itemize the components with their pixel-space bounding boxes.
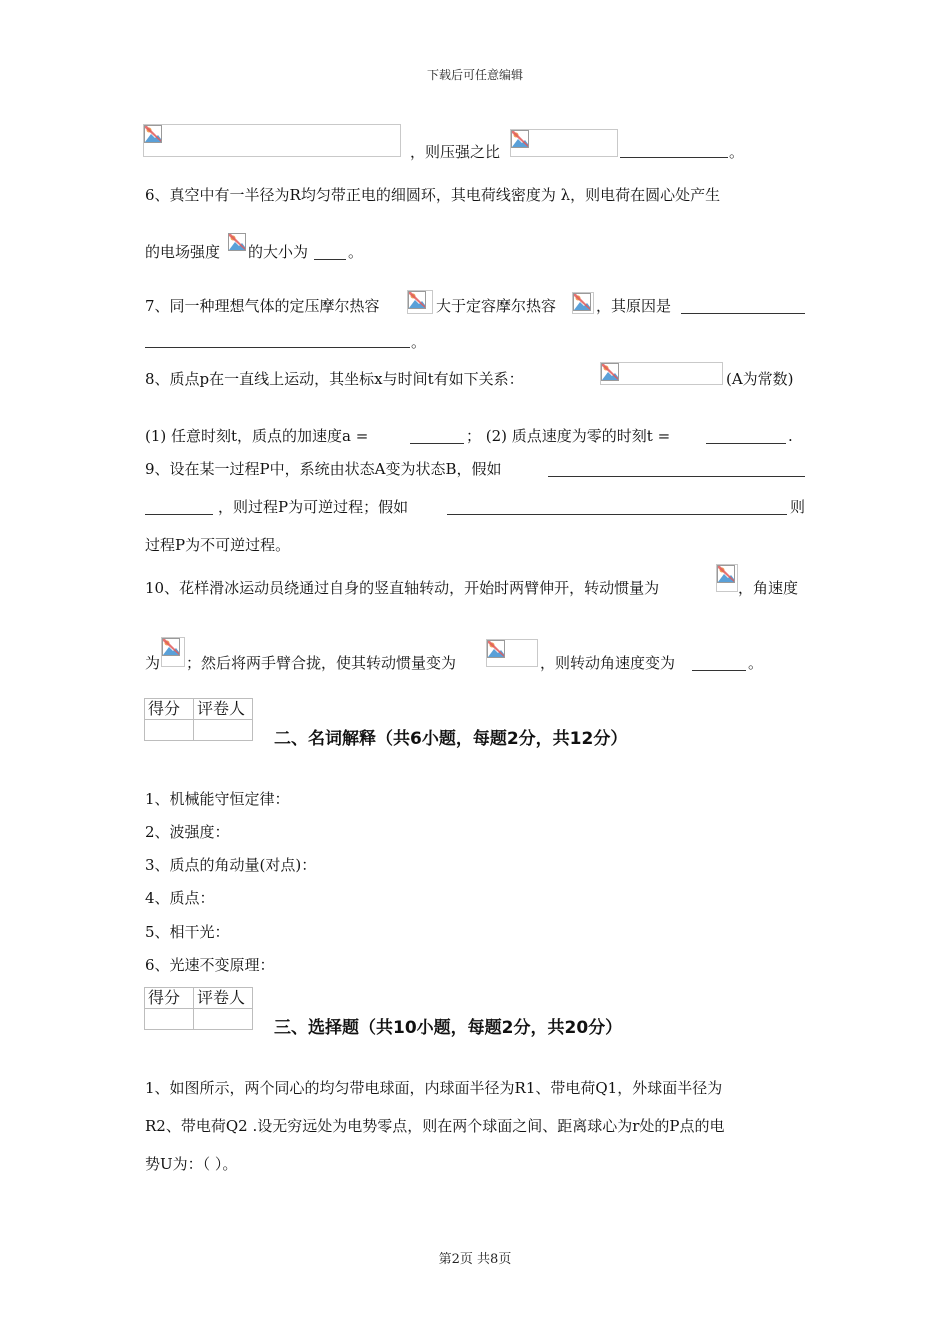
broken-image-icon (573, 293, 591, 311)
broken-image-icon (228, 233, 246, 251)
page-footer: 第2页 共8页 (438, 1252, 512, 1267)
q10-d: ；然后将两手臂合拢，使其转动惯量变为 (186, 654, 457, 672)
broken-image-icon (144, 125, 162, 143)
answer-blank (145, 514, 213, 515)
grader-cell (194, 720, 253, 741)
answer-blank (548, 476, 805, 477)
formula-image (600, 362, 723, 385)
q9-d: 过程P为不可逆过程。 (145, 536, 291, 554)
q8-sub1: (1) 任意时刻t，质点的加速度a = (145, 427, 369, 445)
broken-image-icon (408, 291, 426, 309)
score-box (144, 987, 253, 1030)
answer-blank (620, 157, 728, 158)
grader-cell (194, 1009, 253, 1030)
list-item: 4、质点： (145, 889, 215, 907)
q10-e: ，则转动角速度变为 (540, 654, 676, 672)
q7-c: ，其原因是 (596, 297, 672, 315)
q8-b: (A为常数) (726, 370, 794, 388)
score-label: 得分 (145, 988, 194, 1009)
q5-text-ratio: ，则压强之比 (410, 143, 501, 161)
q6-line2a: 的电场强度 (145, 243, 221, 261)
grader-label: 评卷人 (194, 988, 253, 1009)
q8-end: . (788, 427, 793, 445)
list-item: 1、机械能守恒定律： (145, 790, 290, 808)
list-item: 5、相干光： (145, 923, 230, 941)
broken-image-icon (601, 363, 619, 381)
q6-line1: 6、真空中有一半径为R均匀带正电的细圆环，其电荷线密度为 λ，则电荷在圆心处产生 (145, 186, 721, 204)
answer-blank (145, 347, 410, 348)
answer-blank (692, 670, 746, 671)
q6-line2c: 。 (348, 243, 364, 261)
answer-blank (410, 443, 464, 444)
q10-f: 。 (748, 654, 764, 672)
answer-blank (447, 514, 787, 515)
question-line: 势U为：（ ）。 (145, 1155, 238, 1173)
formula-image (510, 129, 618, 157)
q9-a: 9、设在某一过程P中，系统由状态A变为状态B，假如 (145, 460, 502, 478)
q6-line2b: 的大小为 (248, 243, 309, 261)
list-item: 3、质点的角动量(对点)： (145, 856, 317, 874)
page-header: 下载后可任意编辑 (426, 68, 523, 82)
question-line: 1、如图所示，两个同心的均匀带电球面，内球面半径为R1、带电荷Q1，外球面半径为 (145, 1079, 723, 1097)
q5-end: 。 (729, 143, 745, 161)
formula-image (143, 124, 401, 157)
score-label: 得分 (145, 699, 194, 720)
score-cell (145, 1009, 194, 1030)
broken-image-icon (717, 565, 735, 583)
q8-a: 8、质点p在一直线上运动，其坐标x与时间t有如下关系： (145, 370, 524, 388)
formula-image (716, 564, 738, 592)
broken-image-icon (511, 130, 529, 148)
formula-image (486, 639, 538, 667)
score-cell (145, 720, 194, 741)
q9-b: ，则过程P为可逆过程；假如 (218, 498, 409, 516)
broken-image-icon (162, 638, 180, 656)
section-title: 三、选择题（共10小题，每题2分，共20分） (274, 1018, 623, 1038)
list-item: 6、光速不变原理： (145, 956, 275, 974)
broken-image-icon (487, 640, 505, 658)
q10-a: 10、花样滑冰运动员绕通过自身的竖直轴转动，开始时两臂伸开，转动惯量为 (145, 579, 660, 597)
q7-end: 。 (411, 333, 427, 351)
formula-image (228, 233, 248, 259)
answer-blank (314, 259, 346, 260)
q7-a: 7、同一种理想气体的定压摩尔热容 (145, 297, 380, 315)
list-item: 2、波强度： (145, 823, 230, 841)
q8-sep: ； (2) 质点速度为零的时刻t = (466, 427, 671, 445)
answer-blank (681, 313, 805, 314)
grader-label: 评卷人 (194, 699, 253, 720)
q10-b: ，角速度 (738, 579, 799, 597)
formula-image (572, 292, 594, 314)
section-title: 二、名词解释（共6小题，每题2分，共12分） (274, 729, 628, 749)
q9-c: 则 (790, 498, 806, 516)
question-line: R2、带电荷Q2 .设无穷远处为电势零点，则在两个球面之间、距离球心为r处的P点的电 (145, 1117, 725, 1135)
formula-image (407, 290, 433, 314)
answer-blank (706, 443, 786, 444)
score-box (144, 698, 253, 741)
formula-image (161, 637, 185, 667)
q10-c: 为 (145, 654, 161, 672)
q7-b: 大于定容摩尔热容 (436, 297, 557, 315)
